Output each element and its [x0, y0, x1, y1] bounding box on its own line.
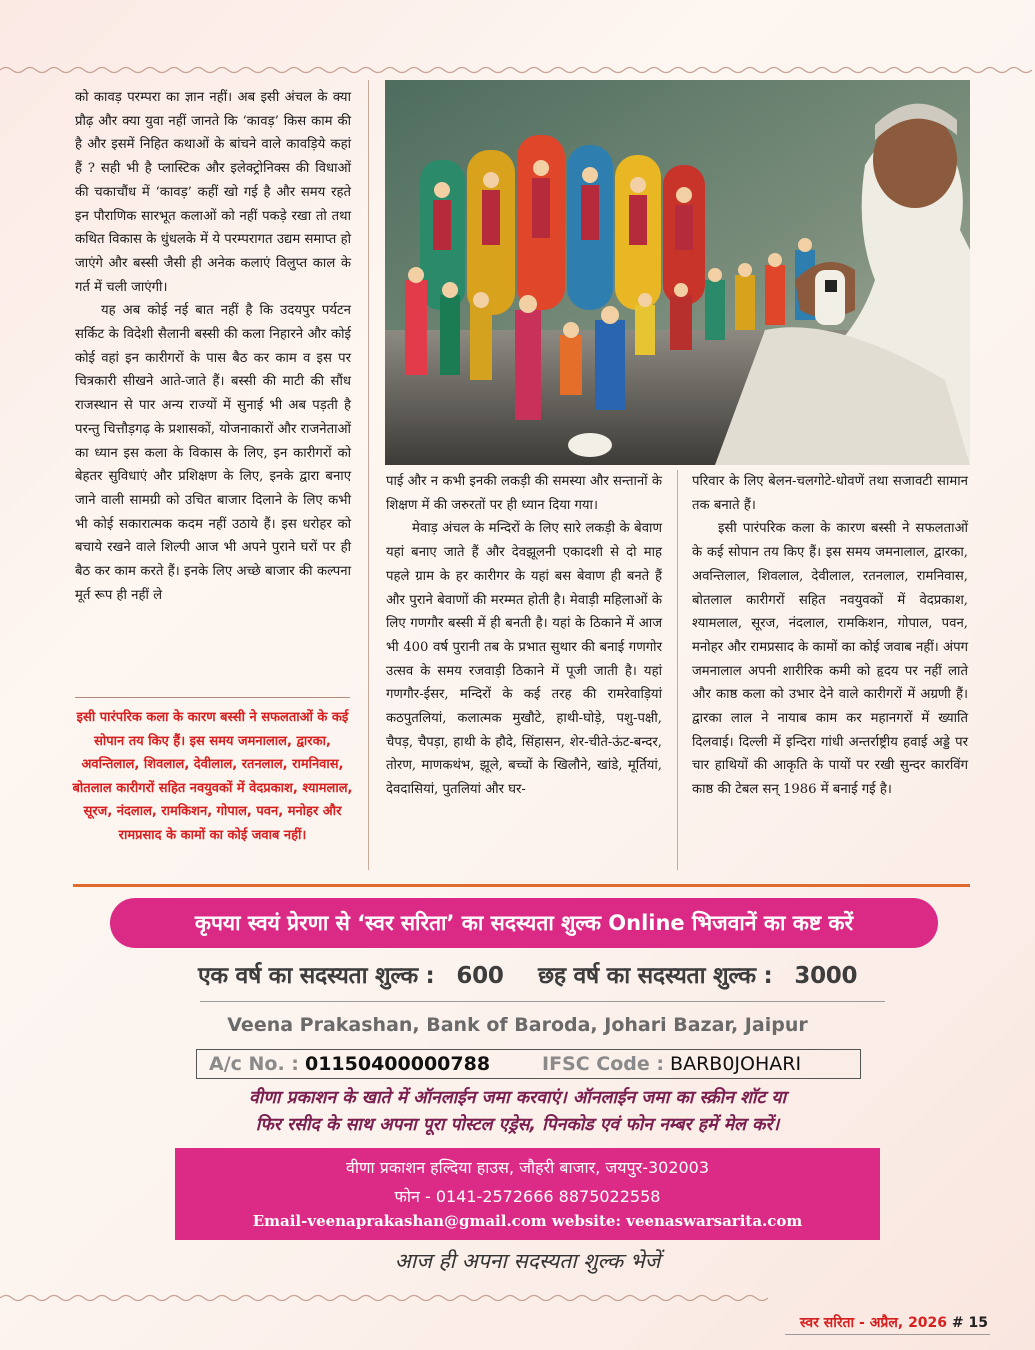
- contact-email[interactable]: Email-veenaprakashan@gmail.com website: veenaswarsarita.com: [252, 1212, 803, 1230]
- payment-instructions: [150, 1085, 885, 1139]
- account-number-label: A/c No. :: [209, 1053, 299, 1075]
- fee-six-year-label: छह वर्ष का सदस्यता शुल्क :: [538, 963, 773, 989]
- footer-rule: [785, 1334, 990, 1335]
- article-paragraph: मेवाड़ अंचल के मन्दिरों के लिए सारे लकड़ी के बेवाण यहां बनाए जाते हैं और देवझूलनी एकादशी से दो माह पहले ग्राम के हर कारीगर के यहां बस बेवाण ही बनते हैं और पुराने बेवाणों की मरम्मत होती है। मेवाड़ी महिलाओं के लिए गणगौर बस्सी में ही बनती है। यहां के ठिकाने में आज भी 400 वर्ष पुरानी तब के प्रभात सुथार की बनाई गणगोर उत्सव के समय रजवाड़ी ठिकाने में पूजी जाती है। यहां गणगौर-ईसर, मन्दिरों के कई तरह की रामरेवाड़ियां कठपुतलियां, कलात्मक मुखौटे, हाथी-घोड़े, पशु-पक्षी, चैपड़, चैपड़ा, हाथी के हौदे, सिंहासन, शेर-चीते-ऊंट-बन्दर, तोरण, माणकथंभ, झूले, बच्चों के खिलौने, खांडे, मूर्तियां, देवदासियां, पुतलियां और घर-: [386, 521, 662, 798]
- pullquote-rule: [75, 697, 350, 698]
- magazine-name: स्वर सरिता - अप्रैल, 2026: [799, 1315, 948, 1331]
- article-photo: [385, 80, 970, 465]
- article-paragraph: इसी पारंपरिक कला के कारण बस्सी ने सफलताओं के कई सोपान तय किए हैं। इस समय जमनालाल, द्वारका, अवन्तिलाल, शिवलाल, देवीलाल, रतनलाल, रामनिवास, बोतलाल कारीगरों सहित नवयुवकों में वेदप्रकाश, श्यामलाल, सूरज, नंदलाल, रामकिशन, गोपाल, पवन, मनोहर और रामप्रसाद के कामों का कोई जवाब नहीं। अंपग जमनालाल अपनी शारीरिक कमी को हृदय पर नहीं लाते और काष्ठ कला को उभार देने वाले कारीगरों में अग्रणी हैं। द्वारका लाल ने नायाब काम कर महानगरों में ख्याति दिलवाई। दिल्ली में इन्दिरा गांधी अन्तर्राष्ट्रीय हवाई अड्डे पर चार हाथियों की आकृति के पायों पर रखी सुन्दर कारविंग काष्ठ की टेबल सन् 1986 में बनाई गई है।: [692, 521, 968, 798]
- subscription-banner: कृपया स्वयं प्रेरणा से ‘स्वर सरिता’ का सदस्यता शुल्क Online भिजवानें का कष्ट करें: [110, 898, 938, 948]
- ifsc-code: BARB0JOHARI: [670, 1053, 802, 1075]
- article-column-left: [75, 86, 351, 607]
- call-to-action: आज ही अपना सदस्यता शुल्क भेजें: [394, 1249, 661, 1273]
- fee-rule: [200, 1001, 885, 1002]
- bank-details: Veena Prakashan, Bank of Baroda, Johari Bazar, Jaipur: [227, 1014, 808, 1036]
- page-number: # 15: [951, 1315, 988, 1331]
- column-divider: [677, 470, 678, 870]
- account-number: 01150400000788: [304, 1053, 491, 1075]
- column-divider: [368, 80, 369, 870]
- pullquote: इसी पारंपरिक कला के कारण बस्सी ने सफलताओं के कई सोपान तय किए हैं। इस समय जमनालाल, द्वारका, अवन्तिलाल, शिवलाल, देवीलाल, रतनलाल, रामनिवास, बोतलाल कारीगरों सहित नवयुवकों में वेदप्रकाश, श्यामलाल, सूरज, नंदलाल, रामकिशन, गोपाल, पवन, मनोहर और रामप्रसाद के कामों का कोई जवाब नहीं।: [72, 710, 353, 843]
- article-paragraph: यह अब कोई नई बात नहीं है कि उदयपुर पर्यटन सर्किट के विदेशी सैलानी बस्सी की कला निहारने और कोई कोई वहां इन कारीगरों के पास बैठ कर काम व इस पर चित्रकारी सीखने आते-जाते हैं। बस्सी की माटी की सौंध राजस्थान से पार अन्य राज्यों में सुनाई भी अब पड़ती है परन्तु चित्तौड़गढ़ के प्रशासकों, योजनाकारों और राजनेताओं का ध्यान इस कला के विकास के लिए, इन कारीगरों को बेहतर सुविधाएं और प्रशिक्षण के लिए, इनके द्वारा बनाए जाने वाली सामग्री को उचित बाजार दिलाने के लिए कभी भी कोई सकारात्मक कदम नहीं उठाये हैं। इस धरोहर को बचाये रखने वाले शिल्पी आज भी अपने पुराने घरों पर ही बैठ कर काम करते हैं। इनके लिए अच्छे बाजार की कल्पना मूर्त रूप ही नहीं ले: [75, 303, 351, 603]
- article-column-right: [692, 470, 968, 802]
- ifsc-label: IFSC Code :: [542, 1053, 664, 1075]
- fee-six-year-value: 3000: [794, 963, 858, 989]
- fee-one-year: [198, 958, 504, 990]
- bottom-wave-border: [0, 1292, 1035, 1304]
- section-rule: [73, 884, 970, 887]
- fee-one-year-label: एक वर्ष का सदस्यता शुल्क :: [198, 963, 435, 989]
- article-paragraph: पाई और न कभी इनकी लकड़ी की समस्या और सन्तानों के शिक्षण में की जरुरतों पर ही ध्यान दिया गया।: [386, 474, 662, 513]
- contact-box: [175, 1148, 880, 1240]
- article-paragraph: को कावड़ परम्परा का ज्ञान नहीं। अब इसी अंचल के क्या प्रौढ़ और क्या युवा नहीं जानते कि ‘कावड़’ किस काम की है और इसमें निहित कथाओं के बांचने वाले कावड़िये कहां हैं ? सही भी है प्लास्टिक और इलेक्ट्रोनिक्स की विधाओं की चकाचौंध में ‘कावड़’ कहीं खो गई है और समय रहते इन पौराणिक सारभूत कलाओं को नहीं पकड़े रखा तो तथा कथित विकास के धुंधलके में ये परम्परागत उद्यम समाप्त हो जाएंगे और बस्सी जैसी ही अनेक कलाएं विलुप्त काल के गर्त में चली जाएंगी।: [75, 90, 351, 295]
- page-footer: [800, 1313, 988, 1332]
- payment-instructions-line: वीणा प्रकाशन के खाते में ऑनलाईन जमा करवाएं। ऑनलाईन जमा का स्क्रीन शॉट या: [248, 1088, 787, 1108]
- payment-instructions-line: फिर रसीद के साथ अपना पूरा पोस्टल एड्रेस, पिनकोड एवं फोन नम्बर हमें मेल करें।: [255, 1115, 780, 1135]
- top-wave-border: [0, 64, 1035, 76]
- fee-one-year-value: 600: [456, 963, 504, 989]
- account-box: [196, 1049, 861, 1079]
- contact-phone: फोन - 0141-2572666 8875022558: [394, 1187, 661, 1206]
- contact-address: वीणा प्रकाशन हल्दिया हाउस, जौहरी बाजार, जयपुर-302003: [345, 1158, 710, 1177]
- article-paragraph: परिवार के लिए बेलन-चलगोटे-धोवणें तथा सजावटी सामान तक बनाते हैं।: [692, 474, 968, 513]
- article-column-middle: [386, 470, 662, 802]
- fee-six-year: [538, 958, 857, 990]
